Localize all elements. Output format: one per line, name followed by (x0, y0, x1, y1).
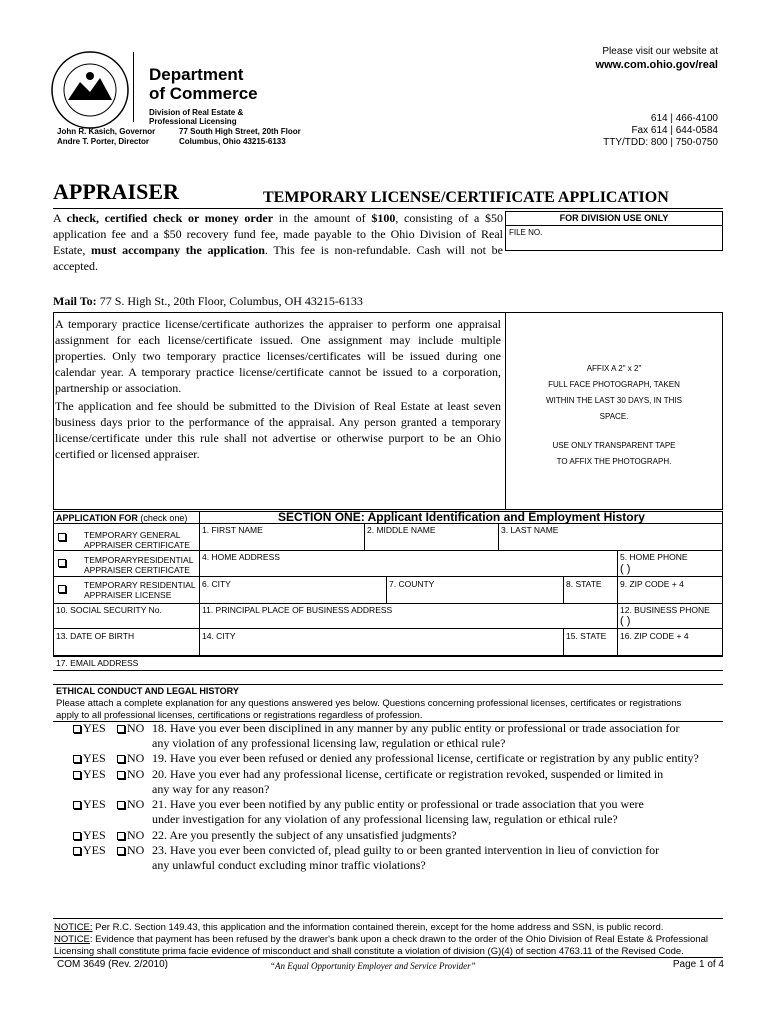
photo-line5: USE ONLY TRANSPARENT TAPE (552, 441, 676, 450)
state-field[interactable]: 8. STATE (566, 579, 602, 589)
ethics-title: ETHICAL CONDUCT AND LEGAL HISTORY (56, 686, 239, 696)
photo-line4: SPACE. (599, 412, 629, 421)
photo-line2: FULL FACE PHOTOGRAPH, TAKEN (548, 380, 680, 389)
notice-bad-check-2: Licensing shall constitute prima facie evidence of misconduct and shall constitute a violation of division (G)(4) of section 4763.11 of the Revised Code. (54, 946, 684, 957)
q18-no[interactable]: NO (127, 721, 145, 735)
checkbox-icon[interactable] (73, 847, 81, 855)
q22-yes[interactable]: YES (83, 828, 106, 842)
dept-title-line2: of Commerce (149, 84, 258, 103)
q20-line2: any way for any reason? (152, 782, 270, 796)
q21-line2: under investigation for any violation of any professional licensing law, regulation or ethical rule? (152, 812, 618, 826)
address-line1: 77 South High Street, 20th Floor (179, 127, 301, 136)
division-use-header: FOR DIVISION USE ONLY (559, 213, 669, 223)
checkbox-icon[interactable] (117, 725, 125, 733)
checkbox-icon[interactable] (117, 755, 125, 763)
photo-line1: AFFIX A 2" x 2" (586, 364, 642, 373)
q22-no[interactable]: NO (127, 828, 145, 842)
option-general-certificate[interactable]: TEMPORARY GENERAL APPRAISER CERTIFICATE (84, 530, 190, 550)
q18-yes[interactable]: YES (83, 721, 106, 735)
ethics-instructions-2: apply to all professional licenses, certifications or registrations regardless of profession. (56, 710, 423, 721)
dob-field[interactable]: 13. DATE OF BIRTH (56, 631, 135, 641)
city-field[interactable]: 6. CITY (202, 579, 231, 589)
governor-name: John R. Kasich, Governor (57, 127, 156, 136)
appraiser-title: APPRAISER (53, 179, 179, 204)
q21-no[interactable]: NO (127, 797, 145, 811)
division-line2: Professional Licensing (149, 117, 237, 126)
checkbox-icon[interactable] (73, 771, 81, 779)
tty-number: TTY/TDD: 800 | 750-0750 (603, 137, 718, 148)
checkbox-icon[interactable] (58, 585, 66, 593)
phone-number: 614 | 466-4100 (650, 113, 718, 124)
business-city-field[interactable]: 14. CITY (202, 631, 236, 641)
business-zip-field[interactable]: 16. ZIP CODE + 4 (620, 631, 689, 641)
last-name-field[interactable]: 3. LAST NAME (501, 525, 559, 535)
ohio-seal-icon (50, 50, 130, 130)
q20-yes[interactable]: YES (83, 767, 106, 781)
q23-yes[interactable]: YES (83, 843, 106, 857)
photo-instructions (506, 361, 722, 470)
q19-line1: 19. Have you ever been refused or denied any professional license, certificate or registration by any public entity? (152, 751, 699, 765)
q23-line2: any unlawful conduct excluding minor traffic violations? (152, 858, 426, 872)
q19-yes[interactable]: YES (83, 751, 106, 765)
website-prompt: Please visit our website at (602, 46, 718, 57)
checkbox-icon[interactable] (58, 559, 66, 567)
q20-line1: 20. Have you ever had any professional license, certificate or registration revoked, suspended or limited in (152, 767, 664, 781)
notice-bad-check: NOTICE: Evidence that payment has been refused by the drawer's bank upon a check drawn to the order of the Ohio Division of Real Estate & Professional (54, 934, 708, 945)
address-line2: Columbus, Ohio 43215-6133 (179, 137, 286, 146)
middle-name-field[interactable]: 2. MIDDLE NAME (367, 525, 436, 535)
ssn-field[interactable]: 10. SOCIAL SECURITY No. (56, 605, 162, 615)
q21-line1: 21. Have you ever been notified by any public entity or professional or trade association that you were (152, 797, 644, 811)
checkbox-icon[interactable] (73, 832, 81, 840)
q18-line1: 18. Have you ever been disciplined in any manner by any public entity or professional or trade association for (152, 721, 680, 735)
page-number: Page 1 of 4 (672, 959, 724, 970)
intro-paragraph: A check, certified check or money order in the amount of $100, consisting of a $50 application fee and a $50 recovery fund fee, made payable to the Ohio Division of Real Estate, must accompany the application. This fee is non-refundable. Cash will not be accepted. (53, 211, 503, 273)
q23-no[interactable]: NO (127, 843, 145, 857)
equal-opportunity-motto: “An Equal Opportunity Employer and Service Provider” (270, 961, 476, 971)
form-title: TEMPORARY LICENSE/CERTIFICATE APPLICATION (263, 189, 669, 206)
dept-title-line1: Department (149, 65, 244, 84)
q19-no[interactable]: NO (127, 751, 145, 765)
option-residential-certificate[interactable]: TEMPORARYRESIDENTIAL APPRAISER CERTIFICATE (84, 555, 194, 575)
q18-line2: any violation of any professional licensing law, regulation or ethical rule? (152, 736, 506, 750)
checkbox-icon[interactable] (73, 801, 81, 809)
checkbox-icon[interactable] (117, 771, 125, 779)
division-line1: Division of Real Estate & (149, 108, 244, 117)
business-address-field[interactable]: 11. PRINCIPAL PLACE OF BUSINESS ADDRESS (202, 605, 393, 615)
q23-line1: 23. Have you ever been convicted of, plead guilty to or been granted intervention in lieu of conviction for (152, 843, 660, 857)
checkbox-icon[interactable] (73, 755, 81, 763)
option-residential-license[interactable]: TEMPORARY RESIDENTIAL APPRAISER LICENSE (84, 580, 196, 600)
website-link[interactable]: www.com.ohio.gov/real (595, 59, 718, 71)
q20-no[interactable]: NO (127, 767, 145, 781)
checkbox-icon[interactable] (117, 832, 125, 840)
home-address-field[interactable]: 4. HOME ADDRESS (202, 552, 280, 562)
checkbox-icon[interactable] (73, 725, 81, 733)
checkbox-icon[interactable] (58, 533, 66, 541)
business-state-field[interactable]: 15. STATE (566, 631, 607, 641)
section-one-title: SECTION ONE: Applicant Identification and Employment History (278, 510, 645, 524)
ethics-instructions-1: Please attach a complete explanation for any questions answered yes below. Questions concerning professional licenses, certificates or registrations (56, 698, 682, 709)
mail-to: Mail To: 77 S. High St., 20th Floor, Columbus, OH 43215-6133 (53, 294, 363, 308)
checkbox-icon[interactable] (117, 847, 125, 855)
info-paragraph: A temporary practice license/certificate authorizes the appraiser to perform one appraisal assignment for each license/certificate issued. One assignment may include multiple properties. Only two temporary practice licenses/certificates will be issued during one calendar year. A temporary practice license/certificate cannot be issued to a corporation, partnership or association. The application and fee should be submitted to the Division of Real Estate at least seven business days prior to the performance of the appraisal. Any person granted a temporary license/certificate under this rule shall not advertise or otherwise purport to be an Ohio certified or licensed appraiser. (55, 317, 501, 461)
home-phone-field[interactable]: 5. HOME PHONE (620, 552, 688, 562)
checkbox-icon[interactable] (117, 801, 125, 809)
business-phone-paren: ( ) (620, 615, 631, 627)
email-field[interactable]: 17. EMAIL ADDRESS (56, 658, 139, 668)
director-name: Andre T. Porter, Director (57, 137, 150, 146)
county-field[interactable]: 7. COUNTY (389, 579, 435, 589)
application-for-label: APPLICATION FOR (check one) (56, 513, 188, 523)
q22-line1: 22. Are you presently the subject of any unsatisfied judgments? (152, 828, 457, 842)
photo-line3: WITHIN THE LAST 30 DAYS, IN THIS (546, 396, 682, 405)
fax-number: Fax 614 | 644-0584 (631, 125, 718, 136)
home-phone-paren: ( ) (620, 563, 631, 575)
zip-field[interactable]: 9. ZIP CODE + 4 (620, 579, 684, 589)
q21-yes[interactable]: YES (83, 797, 106, 811)
business-phone-field[interactable]: 12. BUSINESS PHONE (620, 605, 710, 615)
first-name-field[interactable]: 1. FIRST NAME (202, 525, 263, 535)
notice-public-record: NOTICE: Per R.C. Section 149.43, this application and the information contained therein, except for the home address and SSN, is public record. (54, 922, 664, 933)
form-number: COM 3649 (Rev. 2/2010) (57, 959, 168, 970)
file-no-label: FILE NO. (509, 228, 543, 237)
photo-line6: TO AFFIX THE PHOTOGRAPH. (556, 457, 672, 466)
